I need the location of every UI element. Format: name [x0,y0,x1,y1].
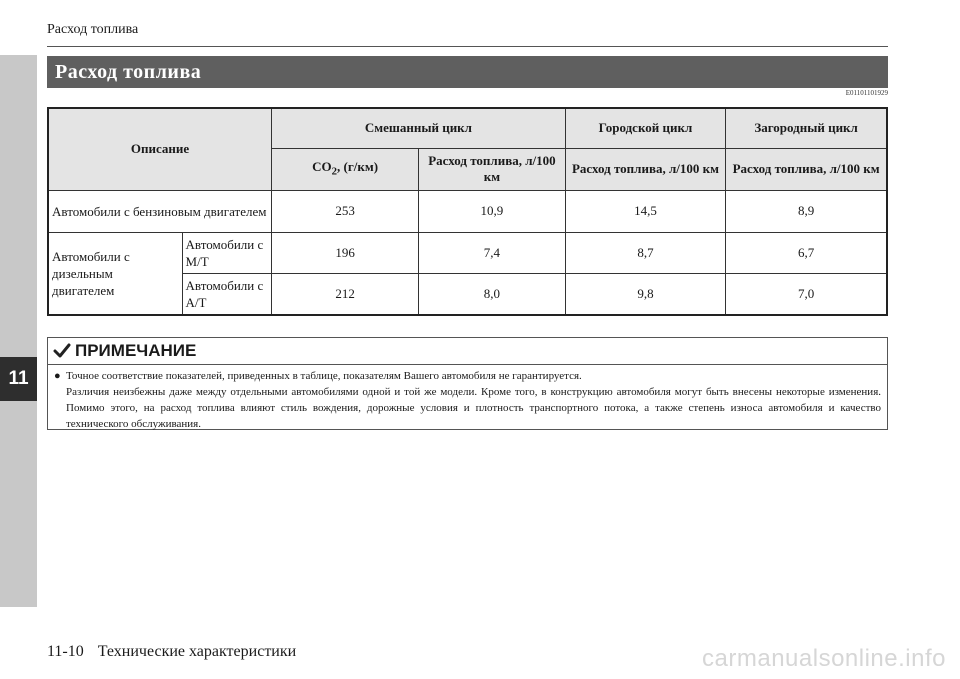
chapter-tab[interactable]: 11 [0,357,37,401]
side-strip [0,55,37,607]
cell-mixed: 7,4 [419,232,566,273]
checkmark-note-icon [53,342,71,360]
running-head: Расход топлива [47,22,139,37]
header-city-cycle: Городской цикл [565,108,725,148]
page-footer [47,643,296,661]
row-label: Автомобили с M/T [182,232,272,273]
cell-city: 9,8 [565,273,725,315]
doc-code: E01101101929 [845,89,888,97]
note-box [47,337,888,430]
note-header [48,338,887,365]
co2-subscript: 2 [331,165,338,178]
cell-city: 14,5 [565,190,725,232]
fuel-consumption-table [47,107,888,316]
cell-highway: 7,0 [726,273,887,315]
header-consumption-mixed: Расход топлива, л/100 км [419,148,566,190]
cell-highway: 6,7 [726,232,887,273]
note-title: ПРИМЕЧАНИЕ [75,341,197,360]
note-line-2: Различия неизбежны даже между отдельными автомобилями одной и той же модели. Кроме того, в конструкцию автомобиля могут быть внесены некоторые изменения. Помимо этого, на расход топлива влияют стиль вождения, дорожные условия и плотность транспортного потока, а также степень износа автомобиля и качество технического обслуживания. [66,386,881,430]
cell-mixed: 10,9 [419,190,566,232]
chapter-title: Технические характеристики [97,643,297,660]
watermark: carmanualsonline.info [702,645,946,672]
cell-mixed: 8,0 [419,273,566,315]
header-consumption-city: Расход топлива, л/100 км [565,148,725,190]
cell-co2: 212 [272,273,419,315]
header-rule [47,46,888,47]
note-body [48,365,887,432]
note-bullet-item [54,368,881,384]
page-number: 11-10 [47,643,84,660]
header-description: Описание [48,108,272,190]
header-mixed-cycle: Смешанный цикл [272,108,566,148]
header-highway-cycle: Загородный цикл [726,108,887,148]
note-line-1: Точное соответствие показателей, приведенных в таблице, показателям Вашего автомобиля не гарантируется. [66,370,582,382]
row-label: Автомобили с бензиновым двигателем [48,190,272,232]
co2-prefix: CO [312,158,332,174]
section-title: Расход топлива [47,56,888,88]
row-label: Автомобили с A/T [182,273,272,315]
table-row [48,232,887,273]
cell-co2: 196 [272,232,419,273]
table-row [48,190,887,232]
cell-highway: 8,9 [726,190,887,232]
cell-city: 8,7 [565,232,725,273]
row-group-label: Автомобили с дизельным двигателем [48,232,182,315]
cell-co2: 253 [272,190,419,232]
bullet-icon: ● [54,370,61,382]
header-co2 [272,148,419,190]
header-consumption-highway: Расход топлива, л/100 км [726,148,887,190]
co2-unit: , (г/км) [337,158,379,174]
